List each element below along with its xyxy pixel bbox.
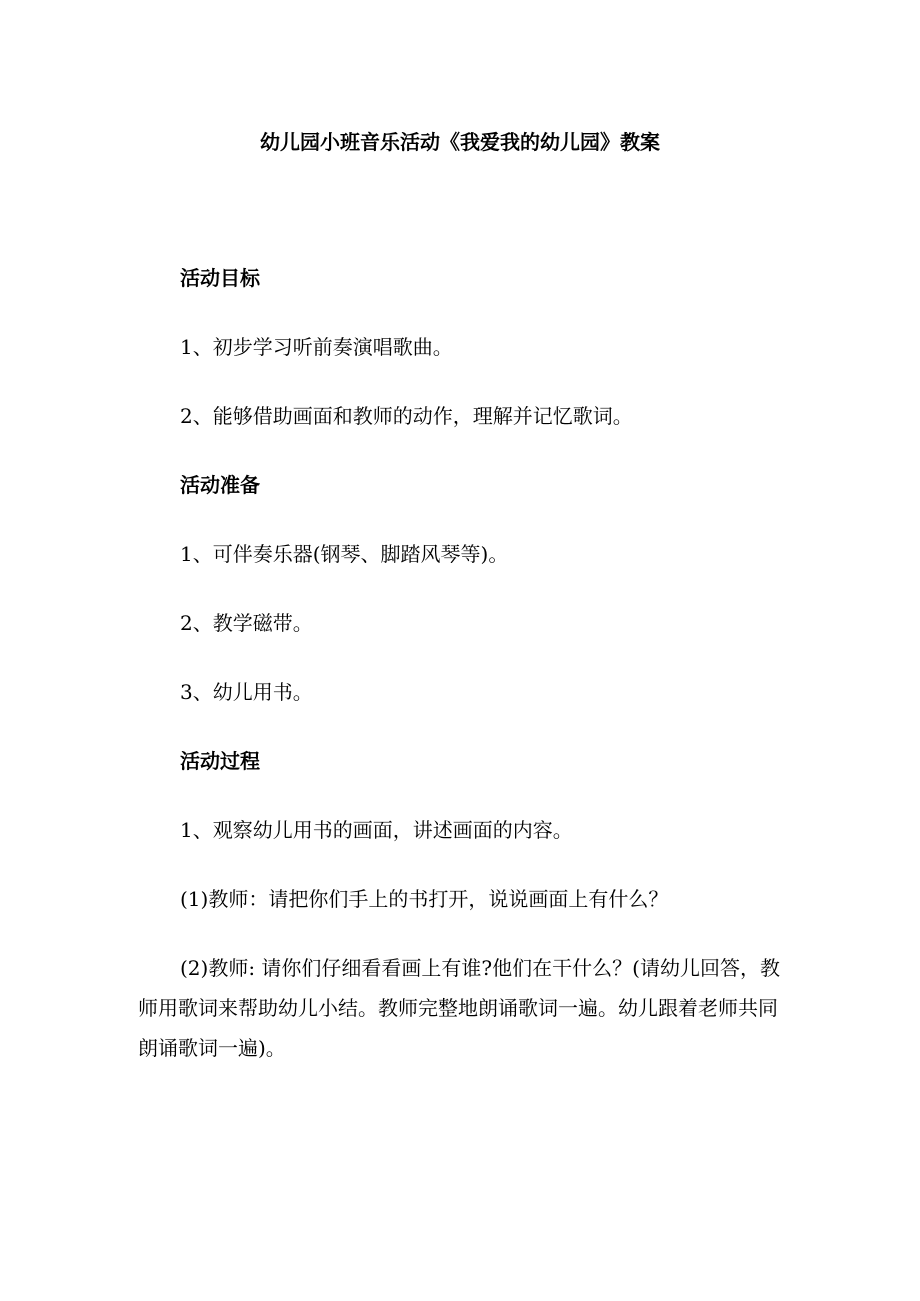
section-heading-preparation: 活动准备 [180, 473, 260, 497]
process-item-1-sub-1: (1)教师：请把你们手上的书打开，说说画面上有什么？ [180, 887, 669, 911]
preparation-item-3: 3、幼儿用书。 [180, 680, 313, 704]
process-item-1-sub-2: (2)教师: 请你们仔细看看画上有谁?他们在干什么？(请幼儿回答，教师用歌词来帮助幼儿小结。教师完整地朗诵歌词一遍。幼儿跟着老师共同朗诵歌词一遍)。 [138, 956, 780, 1060]
process-item-1: 1、观察幼儿用书的画面，讲述画面的内容。 [180, 818, 573, 842]
preparation-item-2: 2、教学磁带。 [180, 611, 313, 635]
goal-item-2: 2、能够借助画面和教师的动作，理解并记忆歌词。 [180, 404, 633, 428]
section-heading-goals: 活动目标 [180, 266, 260, 290]
goal-item-1: 1、初步学习听前奏演唱歌曲。 [180, 335, 453, 359]
document-title: 幼儿园小班音乐活动《我爱我的幼儿园》教案 [260, 130, 660, 154]
preparation-item-1: 1、可伴奏乐器(钢琴、脚踏风琴等)。 [180, 542, 509, 566]
section-heading-process: 活动过程 [180, 749, 260, 773]
